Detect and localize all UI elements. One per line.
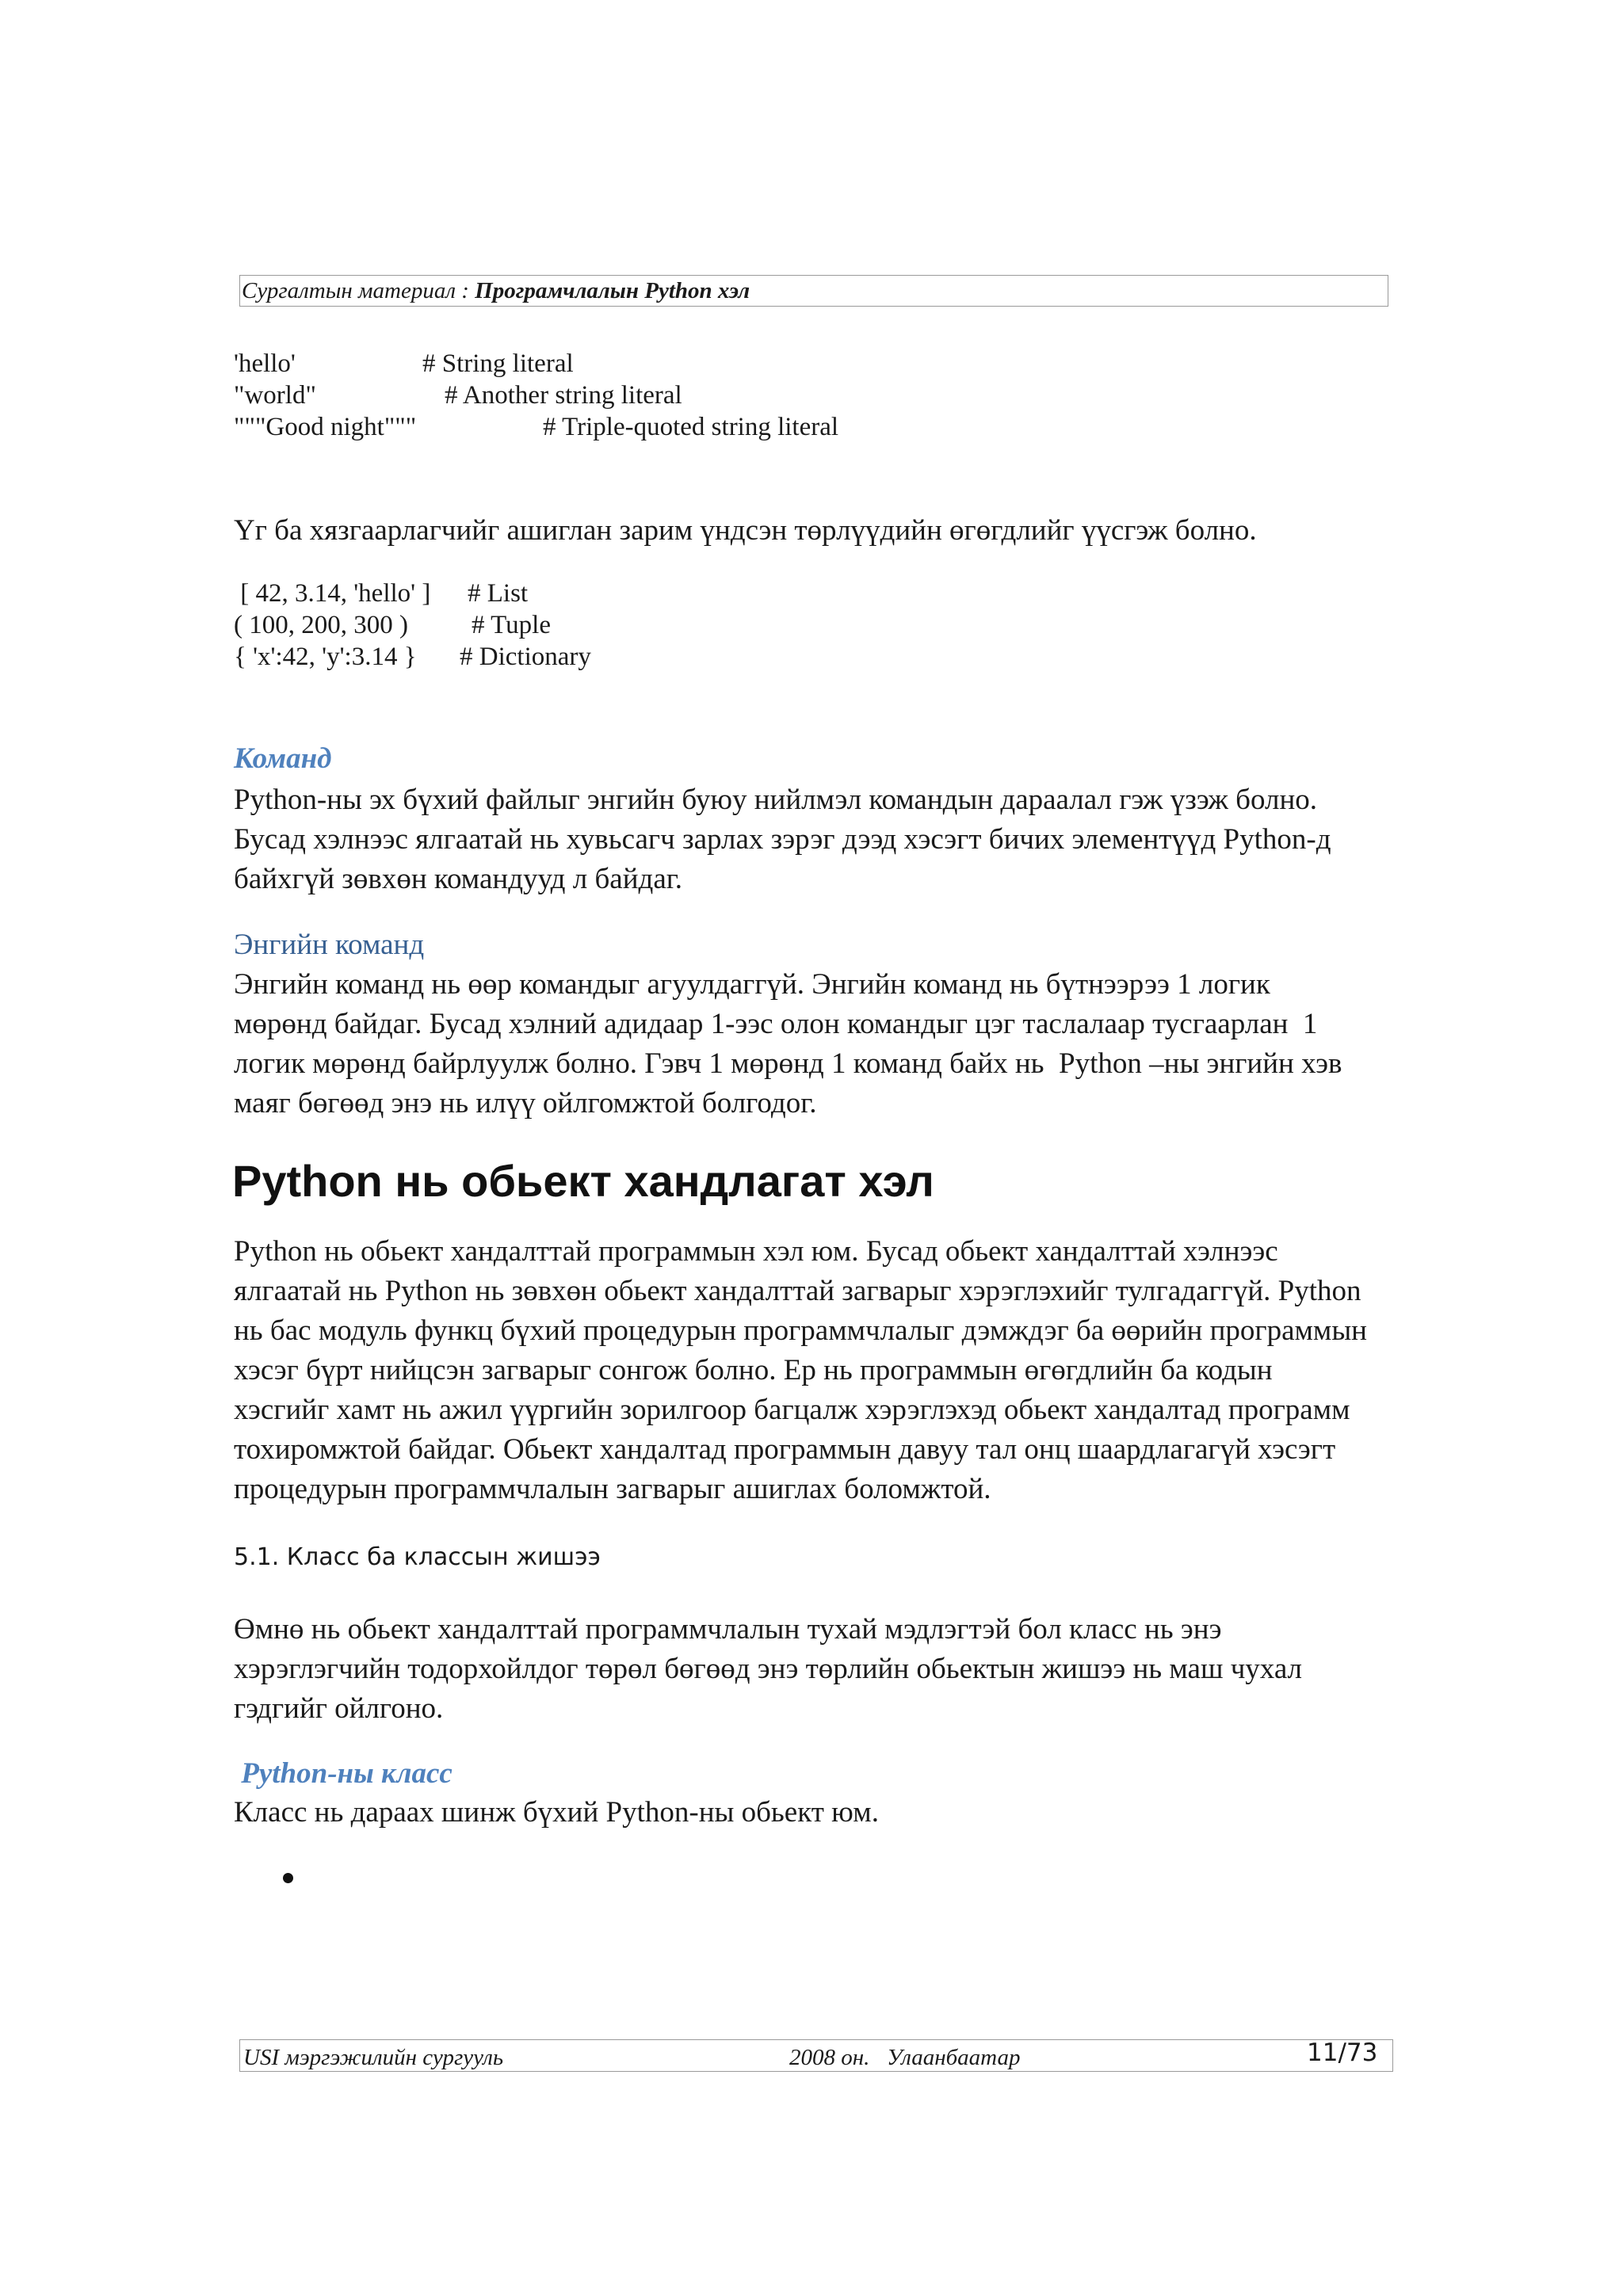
paragraph-line: хэсэг бүрт нийцсэн загварыг сонгож болно. Ер нь программын өгөгдлийн ба кодын <box>234 1354 1273 1386</box>
code-line: { 'x':42, 'y':3.14 } <box>234 643 417 671</box>
page-number: 11/73 <box>1307 2039 1378 2067</box>
code-comment: # Dictionary <box>460 643 591 671</box>
footer-place-year: 2008 он. Улаанбаатар <box>789 2045 1021 2070</box>
code-line: [ 42, 3.14, 'hello' ] <box>234 579 431 608</box>
header-title: Програмчлалын Python хэл <box>475 278 750 303</box>
paragraph-python-class: Класс нь дараах шинж бүхий Python-ны обьект юм. <box>234 1796 879 1829</box>
paragraph-line: хэсгийг хамт нь ажил үүргийн зорилгоор багцалж хэрэглэхэд обьект хандалтад программ <box>234 1394 1350 1426</box>
code-line: """Good night""" <box>234 413 417 441</box>
paragraph-line: Бусад хэлнээс ялгаатай нь хувьсагч зарлах зэрэг дээд хэсэгт бичих элементүүд Python-д <box>234 823 1331 856</box>
paragraph-line: маяг бөгөөд энэ нь илүү ойлгомжтой болгодог. <box>234 1087 817 1119</box>
code-line: "world" <box>234 381 316 410</box>
paragraph-command <box>234 780 1399 899</box>
paragraph-line: логик мөрөнд байрлуулж болно. Гэвч 1 мөрөнд 1 команд байх нь Python –ны энгийн хэв <box>234 1047 1342 1080</box>
paragraph-oop <box>234 1232 1399 1509</box>
paragraph-line: Энгийн команд нь өөр командыг агуулдаггүй. Энгийн команд нь бүтнээрээ 1 логик <box>234 968 1270 1001</box>
section-heading-oop: Python нь обьект хандлагат хэл <box>232 1156 934 1206</box>
code-comment: # String literal <box>422 349 574 378</box>
section-heading-python-class: Python-ны класс <box>234 1757 453 1790</box>
code-line: ( 100, 200, 300 ) <box>234 611 408 639</box>
bullet-point <box>283 1873 293 1883</box>
header-prefix: Сургалтын материал : <box>242 278 475 303</box>
paragraph-line: ялгаатай нь Python нь зөвхөн обьект хандалттай загварыг хэрэглэхийг тулгадаггүй. Python <box>234 1275 1361 1307</box>
paragraph-line: процедурын программчлалын загварыг ашиглах боломжтой. <box>234 1473 991 1505</box>
paragraph-line: Python нь обьект хандалттай программын хэл юм. Бусад обьект хандалттай хэлнээс <box>234 1235 1278 1268</box>
paragraph-line: мөрөнд байдаг. Бусад хэлний адидаар 1-ээс олон командыг цэг таслалаар тусгаарлан 1 <box>234 1008 1318 1040</box>
paragraph-class-example <box>234 1610 1399 1729</box>
intro-text: Үг ба хязгаарлагчийг ашиглан зарим үндсэн төрлүүдийн өгөгдлийг үүсгэж болно. <box>234 514 1257 547</box>
paragraph-line: Өмнө нь обьект хандалттай программчлалын тухай мэдлэгтэй бол класс нь энэ <box>234 1613 1222 1646</box>
paragraph-line: гэдгийг ойлгоно. <box>234 1692 444 1725</box>
paragraph-simple-command <box>234 965 1399 1123</box>
code-comment: # Triple-quoted string literal <box>543 413 839 441</box>
paragraph-line: Python-ны эх бүхий файлыг энгийн буюу нийлмэл командын дараалал гэж үзэж болно. <box>234 784 1318 816</box>
code-comment: # List <box>468 579 529 608</box>
code-line: 'hello' <box>234 349 296 378</box>
code-comment: # Another string literal <box>445 381 682 410</box>
running-footer <box>239 2039 1393 2072</box>
section-heading-command: Команд <box>234 742 332 775</box>
paragraph-line: хэрэглэгчийн тодорхойлдог төрөл бөгөөд энэ төрлийн обьектын жишээ нь маш чухал <box>234 1653 1303 1685</box>
paragraph-line: тохиромжтой байдаг. Обьект хандалтад программын давуу тал онц шаардлагагүй хэсэгт <box>234 1433 1336 1466</box>
footer-school: USI мэргэжилийн сургууль <box>243 2045 504 2070</box>
paragraph-line: нь бас модуль функц бүхий процедурын программчлалыг дэмждэг ба өөрийн программын <box>234 1314 1367 1347</box>
paragraph-line: байхгүй зөвхөн командууд л байдаг. <box>234 863 683 895</box>
section-heading-class-example: 5.1. Класс ба классын жишээ <box>234 1543 601 1571</box>
section-heading-simple-command: Энгийн команд <box>234 929 425 961</box>
code-comment: # Tuple <box>472 611 551 639</box>
running-header <box>239 275 1388 307</box>
